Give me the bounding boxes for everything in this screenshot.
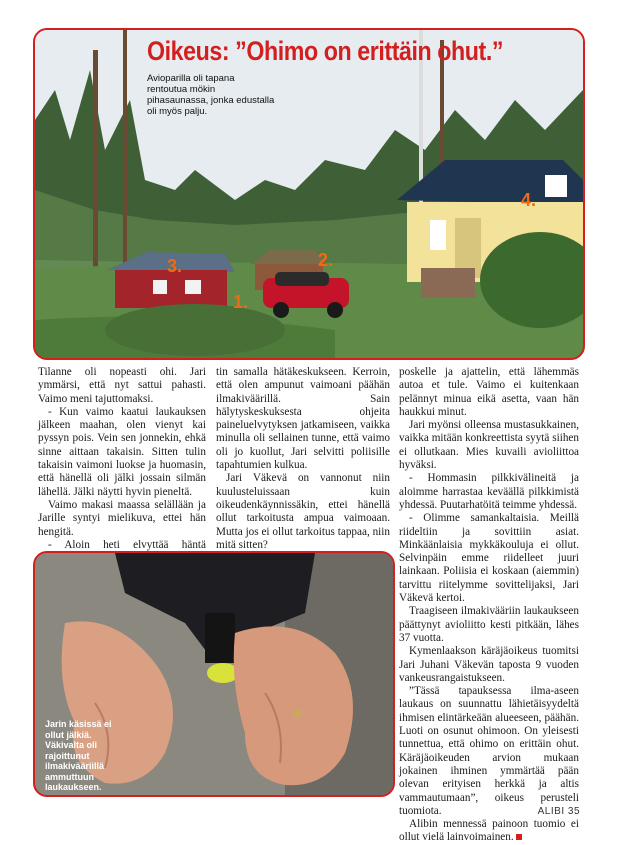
paragraph: tin samalla hätäkeskukseen. Kerroin, että olen ampunut vaimoani päähän ilmakiväärillä. Sain hälytyskeskuksesta ohjeita paineluelvytyksen jatkamiseen, vaikka minulla oli sellainen tunne, että vaimo oli jo kuollut, Jari selvitti poliisille tapahtumien kulkua. [216, 366, 390, 472]
paragraph: Tilanne oli nopeasti ohi. Jari ymmärsi, että nyt sattui pahasti. Vaimo meni tajuttomaksi. [38, 366, 206, 405]
paragraph: Jari myönsi olleensa mustasukkainen, vaikka mitään konkreettista syytä siihen ei ollutkaan. Mies kuvaili avioliittoa hyväksi. [399, 419, 579, 472]
article-column-3 [399, 366, 579, 845]
paragraph: - Olimme samankaltaisia. Meillä riideltiin ja sovittiin asiat. Minkäänlaisia mykkäkouluja ei ollut. Selvinpäin emme riidelleet juuri lainkaan. Poliisia ei koskaan (aiemmin) tarvittu riitelymme sovittelijaksi, Jari Väkevä kertoi. [399, 512, 579, 605]
article-column-2 [216, 366, 390, 579]
paragraph: Kymenlaakson käräjäoikeus tuomitsi Jari Juhani Väkevän taposta 9 vuoden vankeusrangaistukseen. [399, 645, 579, 684]
headline: Oikeus: ”Ohimo on erittäin ohut.” [147, 36, 504, 66]
marker-3: 3. [167, 256, 183, 276]
final-sentence: Alibin mennessä painoon tuomio ei ollut vielä lainvoimainen. [399, 818, 579, 844]
hands-caption: Jarin käsissä ei ollut jälkiä. Väkivalta oli rajoittunut ilmakivääriillä ammuttuun laukaukseen. [45, 719, 112, 792]
end-mark-icon [516, 834, 522, 840]
cottage-scene [35, 30, 583, 358]
paragraph: Vaimo makasi maassa selällään ja Jarille syntyi mielikuva, ettei hän hengitä. [38, 498, 206, 538]
paragraph-final [399, 818, 579, 845]
photo-caption: Avioparilla oli tapana rentoutua mökin pihasaunassa, jonka edustalla oli myös palju. [147, 73, 275, 117]
paragraph: - Kun vaimo kaatui laukauksen jälkeen maahan, olen vienyt kai pyssyn pois. Vein sen jonnekin, ehkä sinne aittaan takaisin. Sitten tulin takaisin vaimoni luokse ja huomasin, että hänellä oli jälki jossain silmän lähellä. Jälki näytti hyvin pieneltä. [38, 405, 206, 498]
page-footer: ALIBI 35 [537, 806, 580, 817]
paragraph: poskelle ja ajattelin, että lähemmäs autoa et tule. Vaimo ei kuitenkaan pelännyt minua eikä asetta, vaan hän haukkui minut. [399, 366, 579, 418]
cottage-photo [33, 28, 585, 360]
paragraph: - Aloin heti elvyttää häntä [48, 538, 206, 551]
paragraph: Traagiseen ilmakivääriin laukaukseen päättynyt avioliitto kesti pitkään, lähes 37 vuotta. [399, 605, 579, 644]
marker-4: 4. [521, 190, 537, 210]
article-column-1 [38, 366, 206, 579]
paragraph: Jari Väkevä on vannonut niin kuulusteluissaan kuin oikeudenkäynnissäkin, ettei hänellä ollut tarkoitusta ampua vaimoaan. Mutta jos ei ollut tarkoitus tappaa, niin mitä sitten? [216, 472, 390, 551]
marker-1: 1. [233, 292, 249, 312]
paragraph: ”Tässä tapauksessa ilma-aseen laukaus on suunnattu lähietäisyydeltä ihmisen elintärkeään alueeseen, päähän. Luoti on osunut ohimoon. On yleisesti tunnettua, että ohimo on erittäin ohut. Käräjäoikeuden arvion mukaan jokainen ihminen ymmärtää pään olevan erityisen herkkä ja altis vammautumaan”, oikeus perusteli tuomiota. [399, 685, 579, 817]
paragraph: - Hommasin pilkkivälineitä ja aloimme harrastaa keväällä pilkkimistä yhdessä. Puutarhatöitä teimme yhdessä. [399, 472, 579, 511]
marker-2: 2. [318, 250, 334, 270]
hands-photo [33, 551, 395, 797]
